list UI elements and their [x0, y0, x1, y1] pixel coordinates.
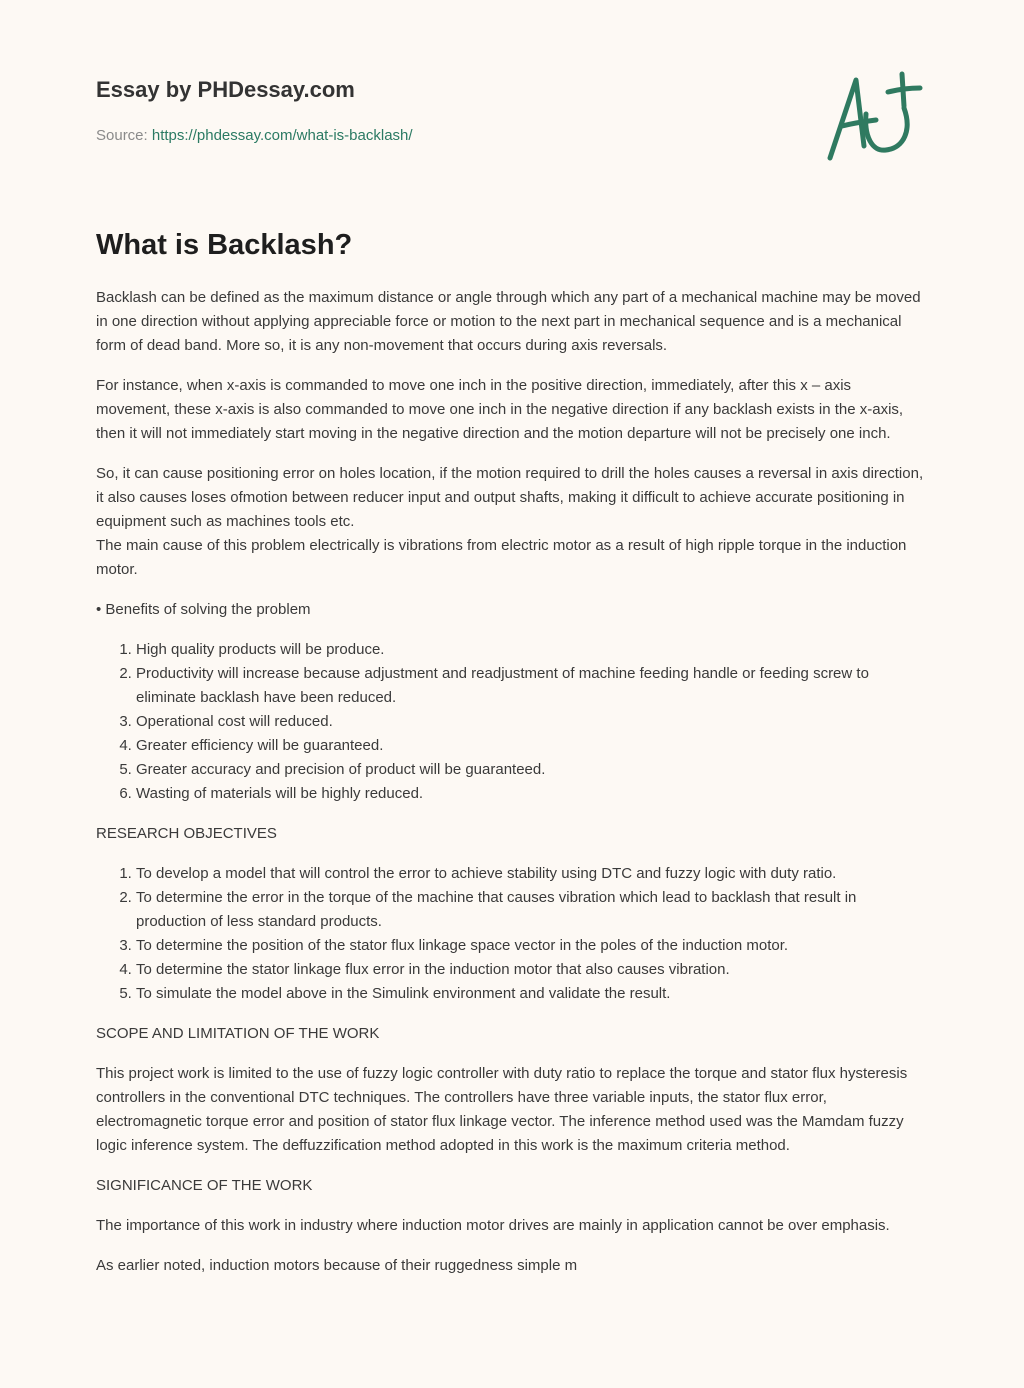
essay-content [96, 226, 928, 1294]
significance-paragraph-truncated: As earlier noted, induction motors because of their ruggedness simple m [96, 1257, 578, 1274]
list-item: 5. To simulate the model above in the Simulink environment and validate the result. [136, 982, 928, 1006]
significance-heading: SIGNIFICANCE OF THE WORK [96, 1177, 313, 1194]
paragraph-cause-line-2: The main cause of this problem electrically is vibrations from electric motor as a result of high ripple torque in the induction motor. [96, 537, 907, 578]
source-link[interactable]: https://phdessay.com/what-is-backlash/ [151, 127, 413, 144]
essay-header [96, 74, 696, 146]
list-item: 1. To develop a model that will control the error to achieve stability using DTC and fuzzy logic with duty ratio. [136, 862, 928, 886]
list-item: 2. Productivity will increase because adjustment and readjustment of machine feeding handle or feeding screw to eliminate backlash have been reduced. [136, 662, 928, 710]
site-title: Essay by PHDessay.com [96, 77, 355, 102]
benefits-heading: • Benefits of solving the problem [96, 601, 311, 618]
list-item: 3. To determine the position of the stator flux linkage space vector in the poles of the induction motor. [136, 934, 928, 958]
benefits-list [96, 638, 928, 806]
paragraph-cause [96, 462, 928, 582]
source-line [96, 126, 696, 146]
scope-paragraph: This project work is limited to the use of fuzzy logic controller with duty ratio to replace the torque and stator flux hysteresis controllers in the conventional DTC techniques. The controllers have three variable inputs, the stator flux error, electromagnetic torque error and position of stator flux linkage vector. The inference method used was the Mamdam fuzzy logic inference system. The deffuzzification method adopted in this work is the maximum criteria method. [96, 1065, 908, 1154]
paragraph-definition: Backlash can be defined as the maximum distance or angle through which any part of a mechanical machine may be moved in one direction without applying appreciable force or motion to the next part in mechanical sequence and is a mechanical form of dead band. More so, it is any non-movement that occurs during axis reversals. [96, 289, 921, 354]
paragraph-cause-line-1: So, it can cause positioning error on holes location, if the motion required to drill the holes causes a reversal in axis direction, it also causes loses ofmotion between reducer input and output shafts, making it difficult to achieve accurate positioning in equipment such as machines tools etc. [96, 465, 924, 530]
list-item: 2. To determine the error in the torque of the machine that causes vibration which lead to backlash that result in production of less standard products. [136, 886, 928, 934]
a-plus-grade-icon [820, 66, 930, 166]
list-item: 6. Wasting of materials will be highly reduced. [136, 782, 928, 806]
significance-paragraph: The importance of this work in industry where induction motor drives are mainly in application cannot be over emphasis. [96, 1217, 890, 1234]
list-item: 1. High quality products will be produce. [136, 638, 928, 662]
objectives-list [96, 862, 928, 1006]
scope-heading: SCOPE AND LIMITATION OF THE WORK [96, 1025, 380, 1042]
list-item: 3. Operational cost will reduced. [136, 710, 928, 734]
list-item: 5. Greater accuracy and precision of product will be guaranteed. [136, 758, 928, 782]
paragraph-example: For instance, when x-axis is commanded to move one inch in the positive direction, immediately, after this x – axis movement, these x-axis is also commanded to move one inch in the negative direction if any backlash exists in the x-axis, then it will not immediately start moving in the negative direction and the motion departure will not be precisely one inch. [96, 377, 904, 442]
list-item: 4. Greater efficiency will be guaranteed. [136, 734, 928, 758]
list-item: 4. To determine the stator linkage flux error in the induction motor that also causes vibration. [136, 958, 928, 982]
document-title: What is Backlash? [96, 229, 353, 261]
source-label: Source: [96, 127, 148, 144]
objectives-heading: RESEARCH OBJECTIVES [96, 825, 277, 842]
